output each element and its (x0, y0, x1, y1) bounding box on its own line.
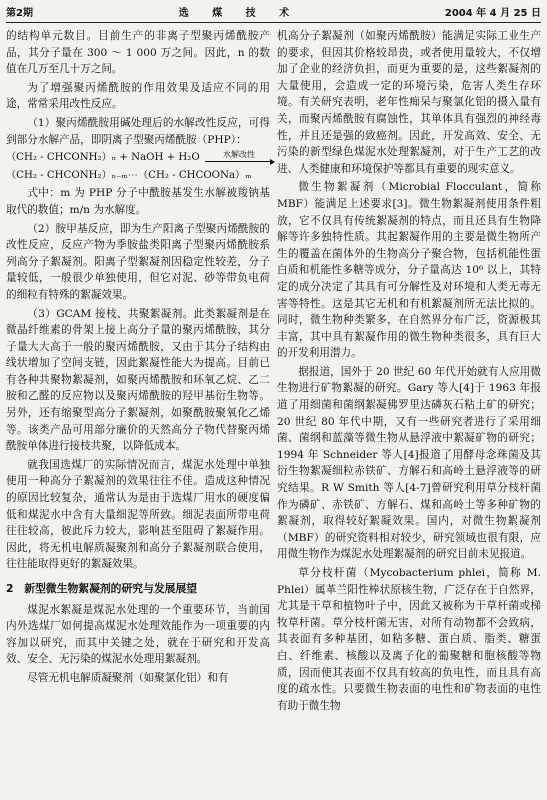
paragraph: 煤泥水絮凝是煤泥水处理的一个重要环节，当前国内外选煤厂如何提高煤泥水处理效能作为一项重要的内容加以研究，而其中关键之处，就在于研究和开发高效、安全、无污染的煤泥水处理用絮凝剂。 (6, 603, 270, 666)
reactants: （CH₂ - CHCONH₂）ₙ + NaOH + H₂O (6, 152, 200, 164)
paragraph: 微生物絮凝剂（Microbial Flocculant，简称 MBF）能满足上述要求[3]。微生物絮凝剂使用条件粗放，它不仅具有传统絮凝剂的特点，而且还具有生物降解等许多独特性质。其起絮凝作用的主要是微生物所产生的覆盖在菌体外的生物高分子聚合物，包括机能性蛋白质和机能性多糖等成分，分子量高达 10⁶ 以上，其特定的成分决定了其具有可分解性及对环境和人类无毒无害等特性。这是其它无机和有机絮凝剂所无法比拟的。同时，微生物种类繁多，在自然界分布广泛，资源极其丰富，其中具有絮凝作用的微生物种类很多，具有巨大的开发利用潜力。 (277, 181, 541, 360)
left-column (6, 28, 270, 800)
paragraph: 式中：m 为 PHP 分子中酰胺基发生水解被羧钠基取代的数值；m/n 为水解度。 (6, 187, 270, 216)
article-body (6, 28, 541, 800)
issue-number: 第2期 (6, 7, 33, 19)
paragraph: 为了增强聚丙烯酰胺的作用效果及适应不同的用途，常常采用改性反应。 (6, 81, 270, 111)
paragraph: 就我国选煤厂的实际情况而言，煤泥水处理中单独使用一种高分子絮凝剂的效果往往不佳。造成这种情况的原因比较复杂，通常认为是由于选煤厂用水的硬度偏低和煤泥水中含有大量细泥等所致。细泥表面所带电荷往往较高，彼此斥力较大，影响甚至阻碍了絮凝作用。因此，将无机电解质凝聚剂和高分子絮凝剂联合使用，往往能取得更好的絮凝效果。 (6, 458, 270, 571)
reaction-arrow: 水解改性 (203, 150, 275, 159)
paragraph: 据报道，国外于 20 世纪 60 年代开始就有人应用微生物进行矿物絮凝的研究。Gary 等人[4]于 1963 年报道了用细菌和菌纲絮凝佛罗里达磷灰石粘土矿的研究；20 世纪 80 年代中期，又有一些研究者进行了采用细菌、菌纲和蓝藻等微生物从悬浮液中絮凝矿物的研究；1994 年 Schneider 等人[4]报道了用酵母念珠菌及其衍生物絮凝细粒赤铁矿、方解石和高岭土悬浮液等的研究结果。R W Smith 等人[4-7]曾研究利用草分枝杆菌作为磷矿、赤铁矿、方解石、煤和高岭土等多种矿物的絮凝剂，取得较好絮凝效果。国内，对微生物絮凝剂（MBF）的研究资料相对较少，研究领域也很有限，应用微生物作为煤泥水处理絮凝剂的研究目前未见报道。 (277, 365, 541, 561)
paragraph: （3）GCAM 接枝、共聚絮凝剂。此类絮凝剂是在微晶纤维素的骨架上接上高分子量的聚丙烯酰胺，其分子量大大高于一般的聚丙烯酰胺，又由于其分子结构由线状增加了空间支链，因此絮凝性能大为提高。目前已有各种共聚物絮凝剂，如聚丙烯酰胺和环氧乙烷、乙二胺和乙醛的反应物以及聚丙烯酰胺的羟甲基衍生物等。另外，还有缩聚型高分子絮凝剂，如聚酰胺聚氧化乙烯等。该类产品可用部分廉价的天然高分子物代替聚丙烯酰胺单体进行接枝共聚，以降低成本。 (6, 307, 270, 453)
paragraph: 机高分子絮凝剂（如聚丙烯酰胺）能满足实际工业生产的要求，但因其价格较昂贵，或者使用量较大，不仅增加了企业的经济负担，而更为重要的是，这些絮凝剂的大量使用，会造成一定的环境污染，危害人类生存环境。有关研究表明，老年性痴呆与聚氯化铝的摄入量有关，而聚丙烯酰胺有腐蚀性，其单体具有强烈的神经毒性，并且还是强的致癌剂。因此，开发高效、安全、无污染的新型绿色煤泥水处理絮凝剂，对于生产工艺的改进、人类健康和环境保护等都具有重要的现实意义。 (277, 30, 541, 175)
reaction-equation-line2: （CH₂ - CHCONH₂）ₙ₋ₘ⋯（CH₂ - CHCOONa）ₘ (6, 169, 252, 181)
paragraph: 草分枝杆菌（Mycobacterium phlei，简称 M. Phlei）属革兰阳性棒状原核生物，广泛存在于自然界，尤其是干草和植物叶子中，因此又被称为干草杆菌或梯牧草杆菌。草分枝杆菌无害，对所有动物都不会致病，其表面有多种基团，如粘多糖、蛋白质、脂类、糖蛋白、纤维素、核酸以及离子化的葡聚糖和胞核酸等物质，因而使其表面不仅具有较高的负电性，而且具有高度的疏水性。只要微生物表面的电性和矿物表面的电性有助于微生物 (277, 567, 541, 712)
paragraph: 尽管无机电解质凝聚剂（如聚氯化铝）和有 (27, 671, 229, 684)
right-column (277, 28, 541, 800)
page-header (6, 0, 541, 23)
journal-title: 选 煤 技 术 (178, 7, 300, 19)
reaction-equation-line1 (6, 150, 270, 167)
publication-date: 2004 年 4 月 25 日 (444, 7, 541, 19)
paragraph: （2）胺甲基反应，即为生产阳离子型聚丙烯酰胺的改性反应，反应产物为季胺盐类阳离子型聚丙烯酰胺系列高分子絮凝剂。阳离子型絮凝剂因稳定性较差，分子量较低，一般很少单独使用，但它对泥、砂等带负电荷的细粒有特殊的絮凝效果。 (6, 222, 270, 301)
section-heading: 2 新型微生物絮凝剂的研究与发展展望 (6, 582, 198, 595)
paragraph: 的结构单元数目。目前生产的非离子型聚丙烯酰胺产品，其分子量在 300 ～ 1 000 万之间。因此，n 的数值在几万至几十万之间。 (6, 30, 270, 76)
paragraph: （1）聚丙烯酰胺用碱处理后的水解改性反应，可得到部分水解产品，即阴离子型聚丙烯酰胺（PHP）： (6, 116, 270, 146)
